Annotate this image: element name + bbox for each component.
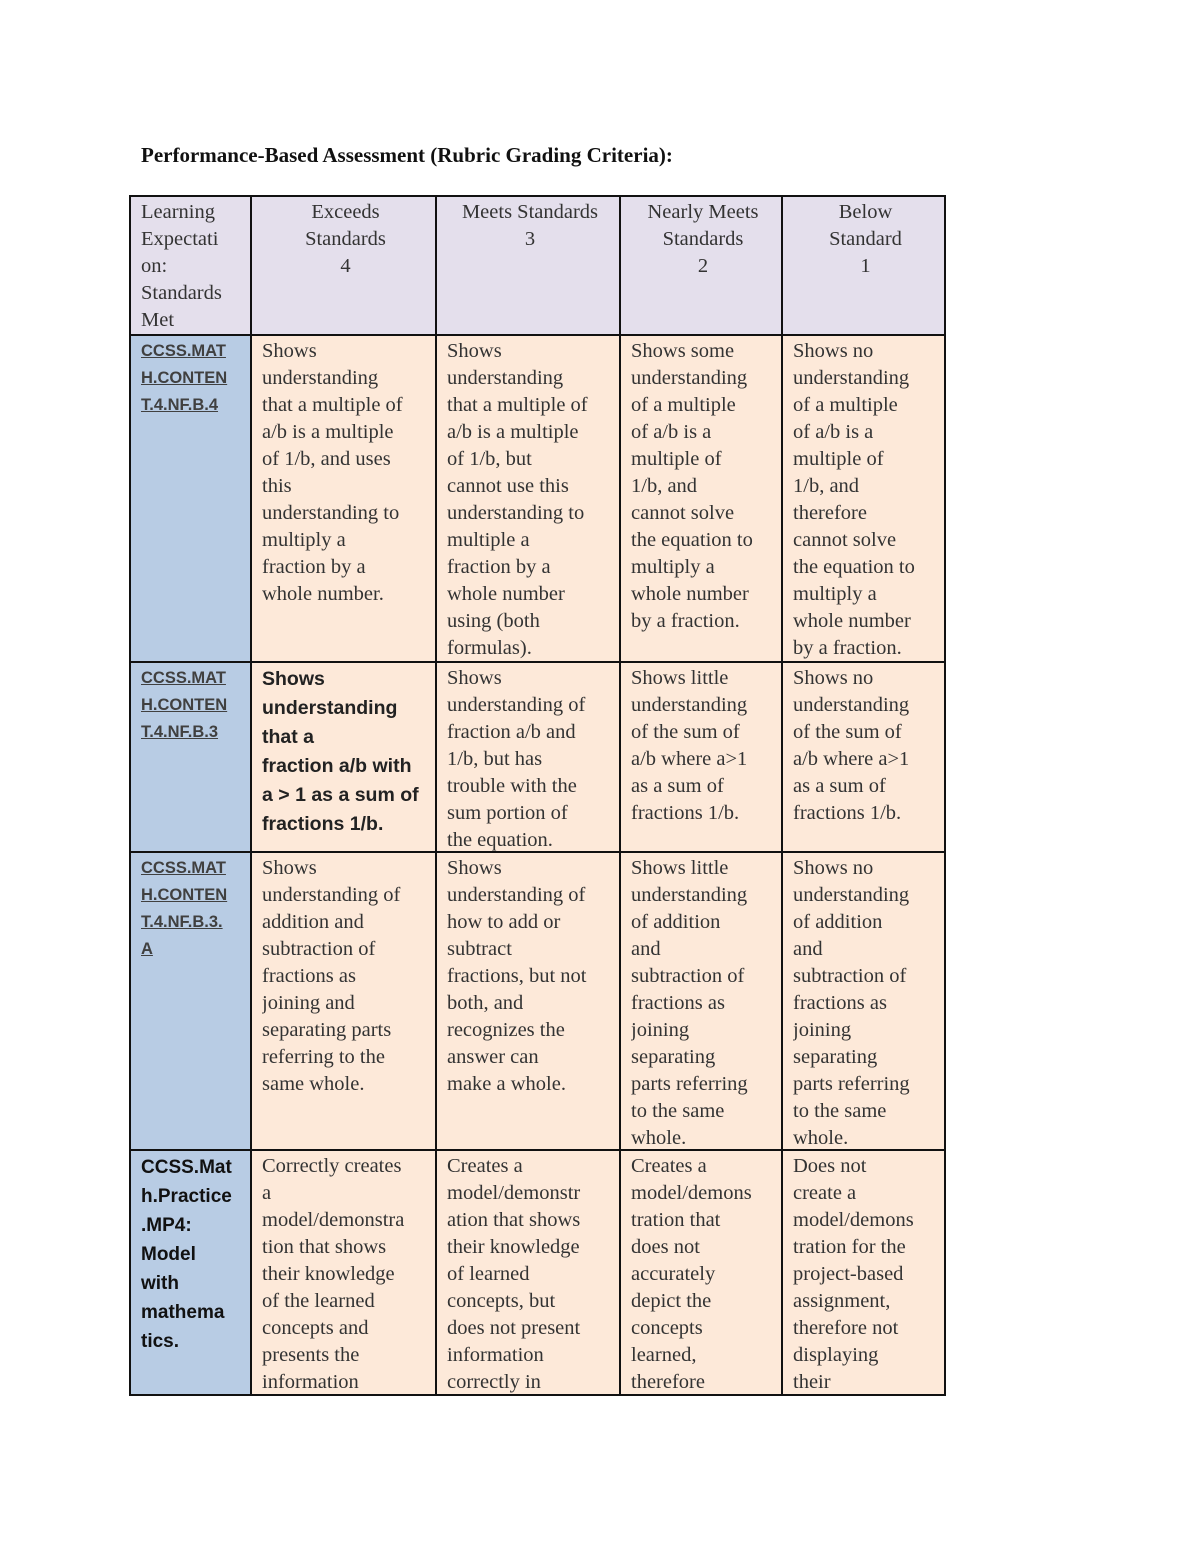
rubric-table [129, 195, 946, 1396]
rubric-cell: Shows understanding that a fraction a/b with a > 1 as a sum of fractions 1/b. [251, 662, 436, 852]
table-row [130, 852, 945, 1150]
standard-link[interactable]: CCSS.MAT H.CONTEN T.4.NF.B.3 [130, 662, 251, 852]
rubric-cell: Shows understanding that a multiple of a/b is a multiple of 1/b, but cannot use this understanding to multiple a fraction by a whole number using (both formulas). [436, 335, 620, 662]
rubric-cell: Does not create a model/demons tration for the project-based assignment, therefore not displaying their [782, 1150, 945, 1395]
header-below-standard: Below Standard 1 [782, 196, 945, 335]
rubric-cell: Creates a model/demonstr ation that shows their knowledge of learned concepts, but does not present information correctly in [436, 1150, 620, 1395]
rubric-cell: Shows little understanding of addition and subtraction of fractions as joining separating parts referring to the same whole. [620, 852, 782, 1150]
header-meets-standards: Meets Standards 3 [436, 196, 620, 335]
rubric-cell: Shows no understanding of the sum of a/b where a>1 as a sum of fractions 1/b. [782, 662, 945, 852]
rubric-cell: Creates a model/demons tration that does not accurately depict the concepts learned, therefore [620, 1150, 782, 1395]
table-row [130, 335, 945, 662]
standard-link[interactable]: CCSS.MAT H.CONTEN T.4.NF.B.3. A [130, 852, 251, 1150]
rubric-cell: Shows understanding of fraction a/b and 1/b, but has trouble with the sum portion of the equation. [436, 662, 620, 852]
rubric-cell: Shows understanding that a multiple of a/b is a multiple of 1/b, and uses this understanding to multiply a fraction by a whole number. [251, 335, 436, 662]
rubric-cell: Shows no understanding of a multiple of a/b is a multiple of 1/b, and therefore cannot solve the equation to multiply a whole number by a fraction. [782, 335, 945, 662]
table-row [130, 1150, 945, 1395]
table-row [130, 662, 945, 852]
header-row [130, 196, 945, 335]
standard-label: CCSS.Mat h.Practice .MP4: Model with mathema tics. [130, 1150, 251, 1395]
rubric-cell: Correctly creates a model/demonstra tion that shows their knowledge of the learned concepts and presents the information [251, 1150, 436, 1395]
header-exceeds-standards: Exceeds Standards 4 [251, 196, 436, 335]
rubric-cell: Shows no understanding of addition and subtraction of fractions as joining separating parts referring to the same whole. [782, 852, 945, 1150]
rubric-cell: Shows understanding of how to add or subtract fractions, but not both, and recognizes the answer can make a whole. [436, 852, 620, 1150]
document-title: Performance-Based Assessment (Rubric Grading Criteria): [141, 143, 673, 167]
header-learning-expectation: Learning Expectati on: Standards Met [130, 196, 251, 335]
rubric-cell: Shows some understanding of a multiple of a/b is a multiple of 1/b, and cannot solve the equation to multiply a whole number by a fraction. [620, 335, 782, 662]
rubric-cell: Shows little understanding of the sum of a/b where a>1 as a sum of fractions 1/b. [620, 662, 782, 852]
header-nearly-meets-standards: Nearly Meets Standards 2 [620, 196, 782, 335]
standard-link[interactable]: CCSS.MAT H.CONTEN T.4.NF.B.4 [130, 335, 251, 662]
rubric-cell: Shows understanding of addition and subtraction of fractions as joining and separating parts referring to the same whole. [251, 852, 436, 1150]
